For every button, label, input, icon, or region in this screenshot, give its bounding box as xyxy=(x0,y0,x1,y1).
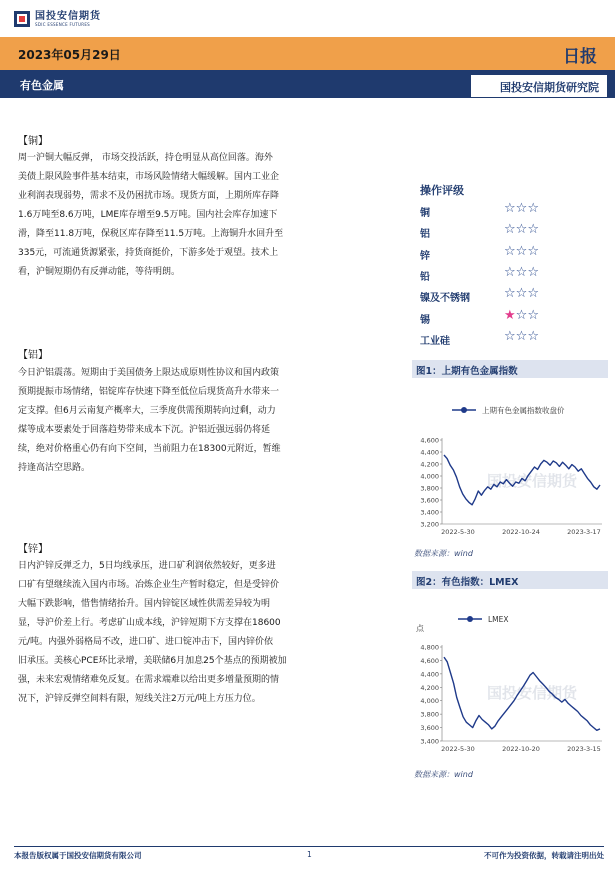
text-line: 旧承压。美核心PCE环比录增，美联储6月加息25个基点的预期被加 xyxy=(18,656,287,666)
rating-stars xyxy=(504,201,539,216)
company-logo xyxy=(14,10,101,28)
rating-row xyxy=(420,244,610,264)
legend-marker xyxy=(461,407,467,413)
text-line: 强，未来宏观情绪难免反复。在需求端难以给出更多增量预期的情 xyxy=(18,675,280,685)
rating-stars xyxy=(504,329,539,344)
institute-name: 国投安信期货研究院 xyxy=(500,81,599,94)
rating-row xyxy=(420,265,610,285)
star-outline-icon: ☆ xyxy=(515,328,528,344)
text-line: 335元，可流通货源紧张，持货商挺价，下游多处于观望。技术上 xyxy=(18,248,279,258)
star-filled-icon: ★ xyxy=(504,307,516,323)
y-tick-label: 4,000 xyxy=(420,472,439,481)
x-tick-label: 2022-10-20 xyxy=(502,745,540,753)
text-line: 煤等成本要素处于回落趋势带来成本下沉。沪铝近强远弱仍将延 xyxy=(18,425,271,435)
text-line: 元/吨。内强外弱格局不改，进口矿、进口锭冲击下，国内锌价依 xyxy=(18,637,274,647)
footer-disclaimer: 不可作为投资依据，转载请注明出处 xyxy=(484,851,604,860)
text-line: 续，绝对价格重心仍有向下空间，当前阻力在18300元附近，暂维 xyxy=(18,444,281,454)
y-tick-label: 3,400 xyxy=(420,737,439,746)
y-tick-label: 4,200 xyxy=(420,460,439,469)
star-outline-icon: ☆ xyxy=(527,307,539,323)
text-line: 况下，沪锌反弹空间料有限，短线关注2万元/吨上方压力位。 xyxy=(18,694,261,704)
rating-metal-name: 锡 xyxy=(420,314,430,326)
rating-metal-name: 工业硅 xyxy=(420,335,450,347)
star-outline-icon: ☆ xyxy=(515,307,528,323)
chart-legend xyxy=(458,615,509,624)
star-outline-icon: ☆ xyxy=(504,243,516,259)
figure-2-title xyxy=(412,571,608,589)
rating-stars xyxy=(504,265,539,280)
section-heading-aluminium: 【铝】 xyxy=(18,350,48,361)
page-number: 1 xyxy=(307,850,312,859)
rating-stars xyxy=(504,244,539,259)
text-line: 显，导沪价差上行。考虑矿山成本线，沪锌短期下方支撑在18600 xyxy=(18,618,281,628)
footer-copyright: 本报告版权属于国投安信期货有限公司 xyxy=(14,851,142,860)
report-type: 日报 xyxy=(563,47,597,67)
section-heading-zinc: 【锌】 xyxy=(18,544,48,555)
text-line: 滑，降至11.8万吨，保税区库存降至11.5万吨。上海铜升水回升至 xyxy=(18,229,284,239)
text-line: 口矿有望继续流入国内市场。冶炼企业生产暂时稳定，但是受锌价 xyxy=(18,580,280,590)
y-tick-label: 4,400 xyxy=(420,670,439,679)
watermark-text: 国投安信期货 xyxy=(486,684,578,702)
x-tick-label: 2023-3-17 xyxy=(567,528,601,536)
figure-2-title-text: 图2：有色指数：LMEX xyxy=(416,577,519,588)
legend-label: 上期有色金属指数收盘价 xyxy=(482,406,565,415)
star-outline-icon: ☆ xyxy=(504,201,516,216)
y-tick-label: 4,200 xyxy=(420,683,439,692)
text-line: 持逢高沽空思路。 xyxy=(18,463,91,473)
rating-title: 操作评级 xyxy=(420,184,464,197)
figure-1-title-text: 图1：上期有色金属指数 xyxy=(416,366,518,377)
y-tick-label: 3,600 xyxy=(420,496,439,505)
star-outline-icon: ☆ xyxy=(504,286,516,302)
text-line: 日内沪锌反弹乏力，5日均线承压，进口矿利润依然较好，更多进 xyxy=(18,561,276,571)
section-body-aluminium xyxy=(18,364,388,478)
y-tick-label: 4,600 xyxy=(420,436,439,445)
x-tick-label: 2022-5-30 xyxy=(441,528,475,536)
star-outline-icon: ☆ xyxy=(527,264,539,280)
figure-2-source: 数据来源：wind xyxy=(414,770,473,779)
figure-1-source: 数据来源：wind xyxy=(414,549,473,558)
y-tick-label: 4,800 xyxy=(420,643,439,652)
y-axis-label: 点 xyxy=(416,624,424,633)
date-band xyxy=(0,37,615,70)
star-outline-icon: ☆ xyxy=(515,201,528,216)
institute-box xyxy=(471,75,607,97)
y-tick-label: 4,600 xyxy=(420,656,439,665)
y-tick-label: 4,400 xyxy=(420,448,439,457)
text-line: 美债上限风险事件基本结束，市场风险情绪大幅缓解。国内工业企 xyxy=(18,172,280,182)
rating-metal-name: 铅 xyxy=(420,271,430,283)
y-tick-label: 3,600 xyxy=(420,724,439,733)
rating-row xyxy=(420,286,610,306)
rating-metal-name: 锌 xyxy=(420,250,430,262)
text-line: 周一沪铜大幅反弹， 市场交投活跃，持仓明显从高位回落。海外 xyxy=(18,153,273,163)
rating-row xyxy=(420,201,610,221)
y-tick-label: 4,000 xyxy=(420,697,439,706)
text-line: 大幅下跌影响，惜售情绪抬升。国内锌锭区域性供需差异较为明 xyxy=(18,599,271,609)
star-outline-icon: ☆ xyxy=(515,286,528,302)
logo-mark-icon xyxy=(14,11,30,27)
section-body-copper xyxy=(18,149,388,282)
text-line: 看，沪铜短期仍有反弹动能，等待明朗。 xyxy=(18,267,181,277)
rating-row xyxy=(420,308,610,328)
section-body-zinc xyxy=(18,557,388,709)
chart-legend xyxy=(452,405,565,415)
x-tick-label: 2022-5-30 xyxy=(441,745,475,753)
star-outline-icon: ☆ xyxy=(515,243,528,259)
rating-metal-name: 铝 xyxy=(420,229,430,241)
star-outline-icon: ☆ xyxy=(504,264,516,280)
star-outline-icon: ☆ xyxy=(527,328,539,344)
star-outline-icon: ☆ xyxy=(527,286,539,302)
rating-row xyxy=(420,222,610,242)
report-date: 2023年05月29日 xyxy=(18,48,121,62)
figure-2-chart xyxy=(412,591,608,763)
rating-metal-name: 镍及不锈钢 xyxy=(420,293,470,305)
star-outline-icon: ☆ xyxy=(527,222,539,238)
legend-marker xyxy=(467,616,473,622)
figure-1-title xyxy=(412,360,608,378)
section-heading-copper: 【铜】 xyxy=(18,136,48,147)
star-outline-icon: ☆ xyxy=(515,222,528,238)
logo-cn-text: 国投安信期货 xyxy=(35,11,101,22)
text-line: 1.6万吨至8.6万吨，LME库存增至9.5万吨。国内社会库存加速下 xyxy=(18,210,278,220)
star-outline-icon: ☆ xyxy=(527,201,539,216)
rating-metal-name: 铜 xyxy=(420,208,430,219)
star-outline-icon: ☆ xyxy=(504,328,516,344)
x-tick-label: 2022-10-24 xyxy=(502,528,540,536)
y-tick-label: 3,800 xyxy=(420,484,439,493)
y-tick-label: 3,400 xyxy=(420,508,439,517)
text-line: 业利润表现弱势，需求不及仍困扰市场。现货方面，上期所库存降 xyxy=(18,191,280,201)
logo-en-text: SDIC ESSENCE FUTURES xyxy=(35,22,91,27)
x-tick-label: 2023-3-15 xyxy=(567,745,601,753)
star-outline-icon: ☆ xyxy=(515,264,528,280)
text-line: 今日沪铝震荡。短期由于美国债务上限达成原则性协议和国内政策 xyxy=(18,368,280,378)
rating-stars xyxy=(504,308,539,323)
watermark-text: 国投安信期货 xyxy=(486,472,578,490)
star-outline-icon: ☆ xyxy=(527,243,539,259)
text-line: 预期提振市场情绪，铝锭库存快速下降至低位后现货高升水带来一 xyxy=(18,387,280,397)
rating-stars xyxy=(504,286,539,301)
figure-1-chart xyxy=(412,380,608,546)
rating-stars xyxy=(504,222,539,237)
footer-divider xyxy=(14,846,604,847)
rating-row xyxy=(420,329,610,349)
sector-title: 有色金属 xyxy=(20,79,64,92)
legend-label: LMEX xyxy=(488,615,509,624)
y-tick-label: 3,200 xyxy=(420,520,439,529)
y-tick-label: 3,800 xyxy=(420,710,439,719)
text-line: 定支撑。但6月云南复产概率大，三季度供需预期转向过剩，动力 xyxy=(18,406,276,416)
star-outline-icon: ☆ xyxy=(504,222,516,238)
